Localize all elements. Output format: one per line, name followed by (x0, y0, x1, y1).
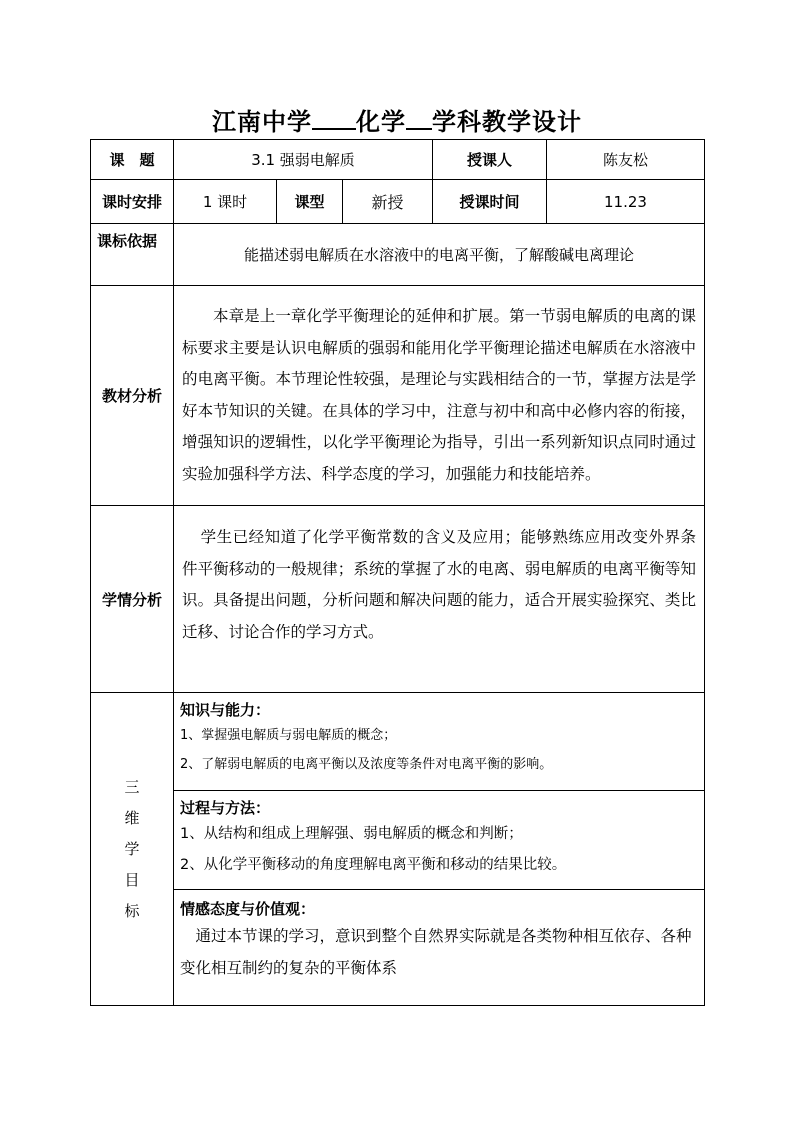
students-cell (174, 506, 705, 693)
hours-label: 课时安排 (91, 180, 174, 224)
textbook-cell (174, 286, 705, 506)
teacher-value: 陈友松 (547, 140, 705, 180)
goals-char-3: 学 (124, 839, 140, 858)
students-label: 学情分析 (91, 506, 174, 693)
attitude-heading: 情感态度与价值观： (180, 900, 316, 918)
time-value: 11.23 (547, 180, 705, 224)
hours-value: 1 课时 (174, 180, 277, 224)
time-label: 授课时间 (433, 180, 547, 224)
row-schedule (91, 180, 705, 224)
row-goal-process (91, 791, 705, 890)
knowledge-item-2: 2、了解弱电解质的电离平衡以及浓度等条件对电离平衡的影响。 (180, 757, 553, 772)
page-title (0, 104, 794, 137)
textbook-label: 教材分析 (91, 286, 174, 506)
title-school: 江南中学 (212, 108, 312, 136)
attitude-text: 通过本节课的学习，意识到整个自然界实际就是各类物种相互依存、各种变化相互制约的复杂的平衡体系 (180, 927, 692, 977)
goals-char-2: 维 (124, 808, 140, 827)
lesson-plan-table (90, 139, 705, 1006)
basis-label: 课标依据 (91, 224, 174, 286)
knowledge-item-1: 1、掌握强电解质与弱电解质的概念； (180, 728, 397, 743)
basis-text: 能描述弱电解质在水溶液中的电离平衡，了解酸碱电离理论 (174, 224, 705, 286)
attitude-cell (174, 890, 705, 1006)
title-subject: 化学 (356, 108, 406, 136)
teacher-label: 授课人 (433, 140, 547, 180)
row-goal-knowledge (91, 693, 705, 791)
topic-value: 3.1 强弱电解质 (174, 140, 433, 180)
goals-char-5: 标 (124, 901, 140, 920)
topic-label: 课 题 (91, 140, 174, 180)
row-goal-attitude (91, 890, 705, 1006)
type-label: 课型 (277, 180, 343, 224)
process-heading: 过程与方法： (180, 799, 271, 817)
row-textbook (91, 286, 705, 506)
type-value: 新授 (343, 180, 433, 224)
process-cell (174, 791, 705, 890)
students-text: 学生已经知道了化学平衡常数的含义及应用；能够熟练应用改变外界条件平衡移动的一般规律；系统的掌握了水的电离、弱电解质的电离平衡等知识。具备提出问题，分析问题和解决问题的能力，适合开展实验探究、类比迁移、讨论合作的学习方式。 (182, 528, 696, 641)
row-topic (91, 140, 705, 180)
title-suffix: 学科教学设计 (432, 108, 582, 136)
row-students (91, 506, 705, 693)
title-blank-right (406, 104, 432, 130)
goals-char-4: 目 (124, 870, 140, 889)
process-item-2: 2、从化学平衡移动的角度理解电离平衡和移动的结果比较。 (180, 857, 567, 873)
goals-label (91, 693, 174, 1006)
process-item-1: 1、从结构和组成上理解强、弱电解质的概念和判断； (180, 826, 523, 842)
title-blank-left (312, 104, 356, 130)
textbook-text: 本章是上一章化学平衡理论的延伸和扩展。第一节弱电解质的电离的课标要求主要是认识电解质的强弱和能用化学平衡理论描述电解质在水溶液中的电离平衡。本节理论性较强，是理论与实践相结合的一节，掌握方法是学好本节知识的关键。在具体的学习中，注意与初中和高中必修内容的衔接，增强知识的逻辑性，以化学平衡理论为指导，引出一系列新知识点同时通过实验加强科学方法、科学态度的学习，加强能力和技能培养。 (182, 307, 696, 483)
row-basis (91, 224, 705, 286)
goals-char-1: 三 (124, 777, 140, 796)
knowledge-cell (174, 693, 705, 791)
knowledge-heading: 知识与能力： (180, 701, 271, 719)
